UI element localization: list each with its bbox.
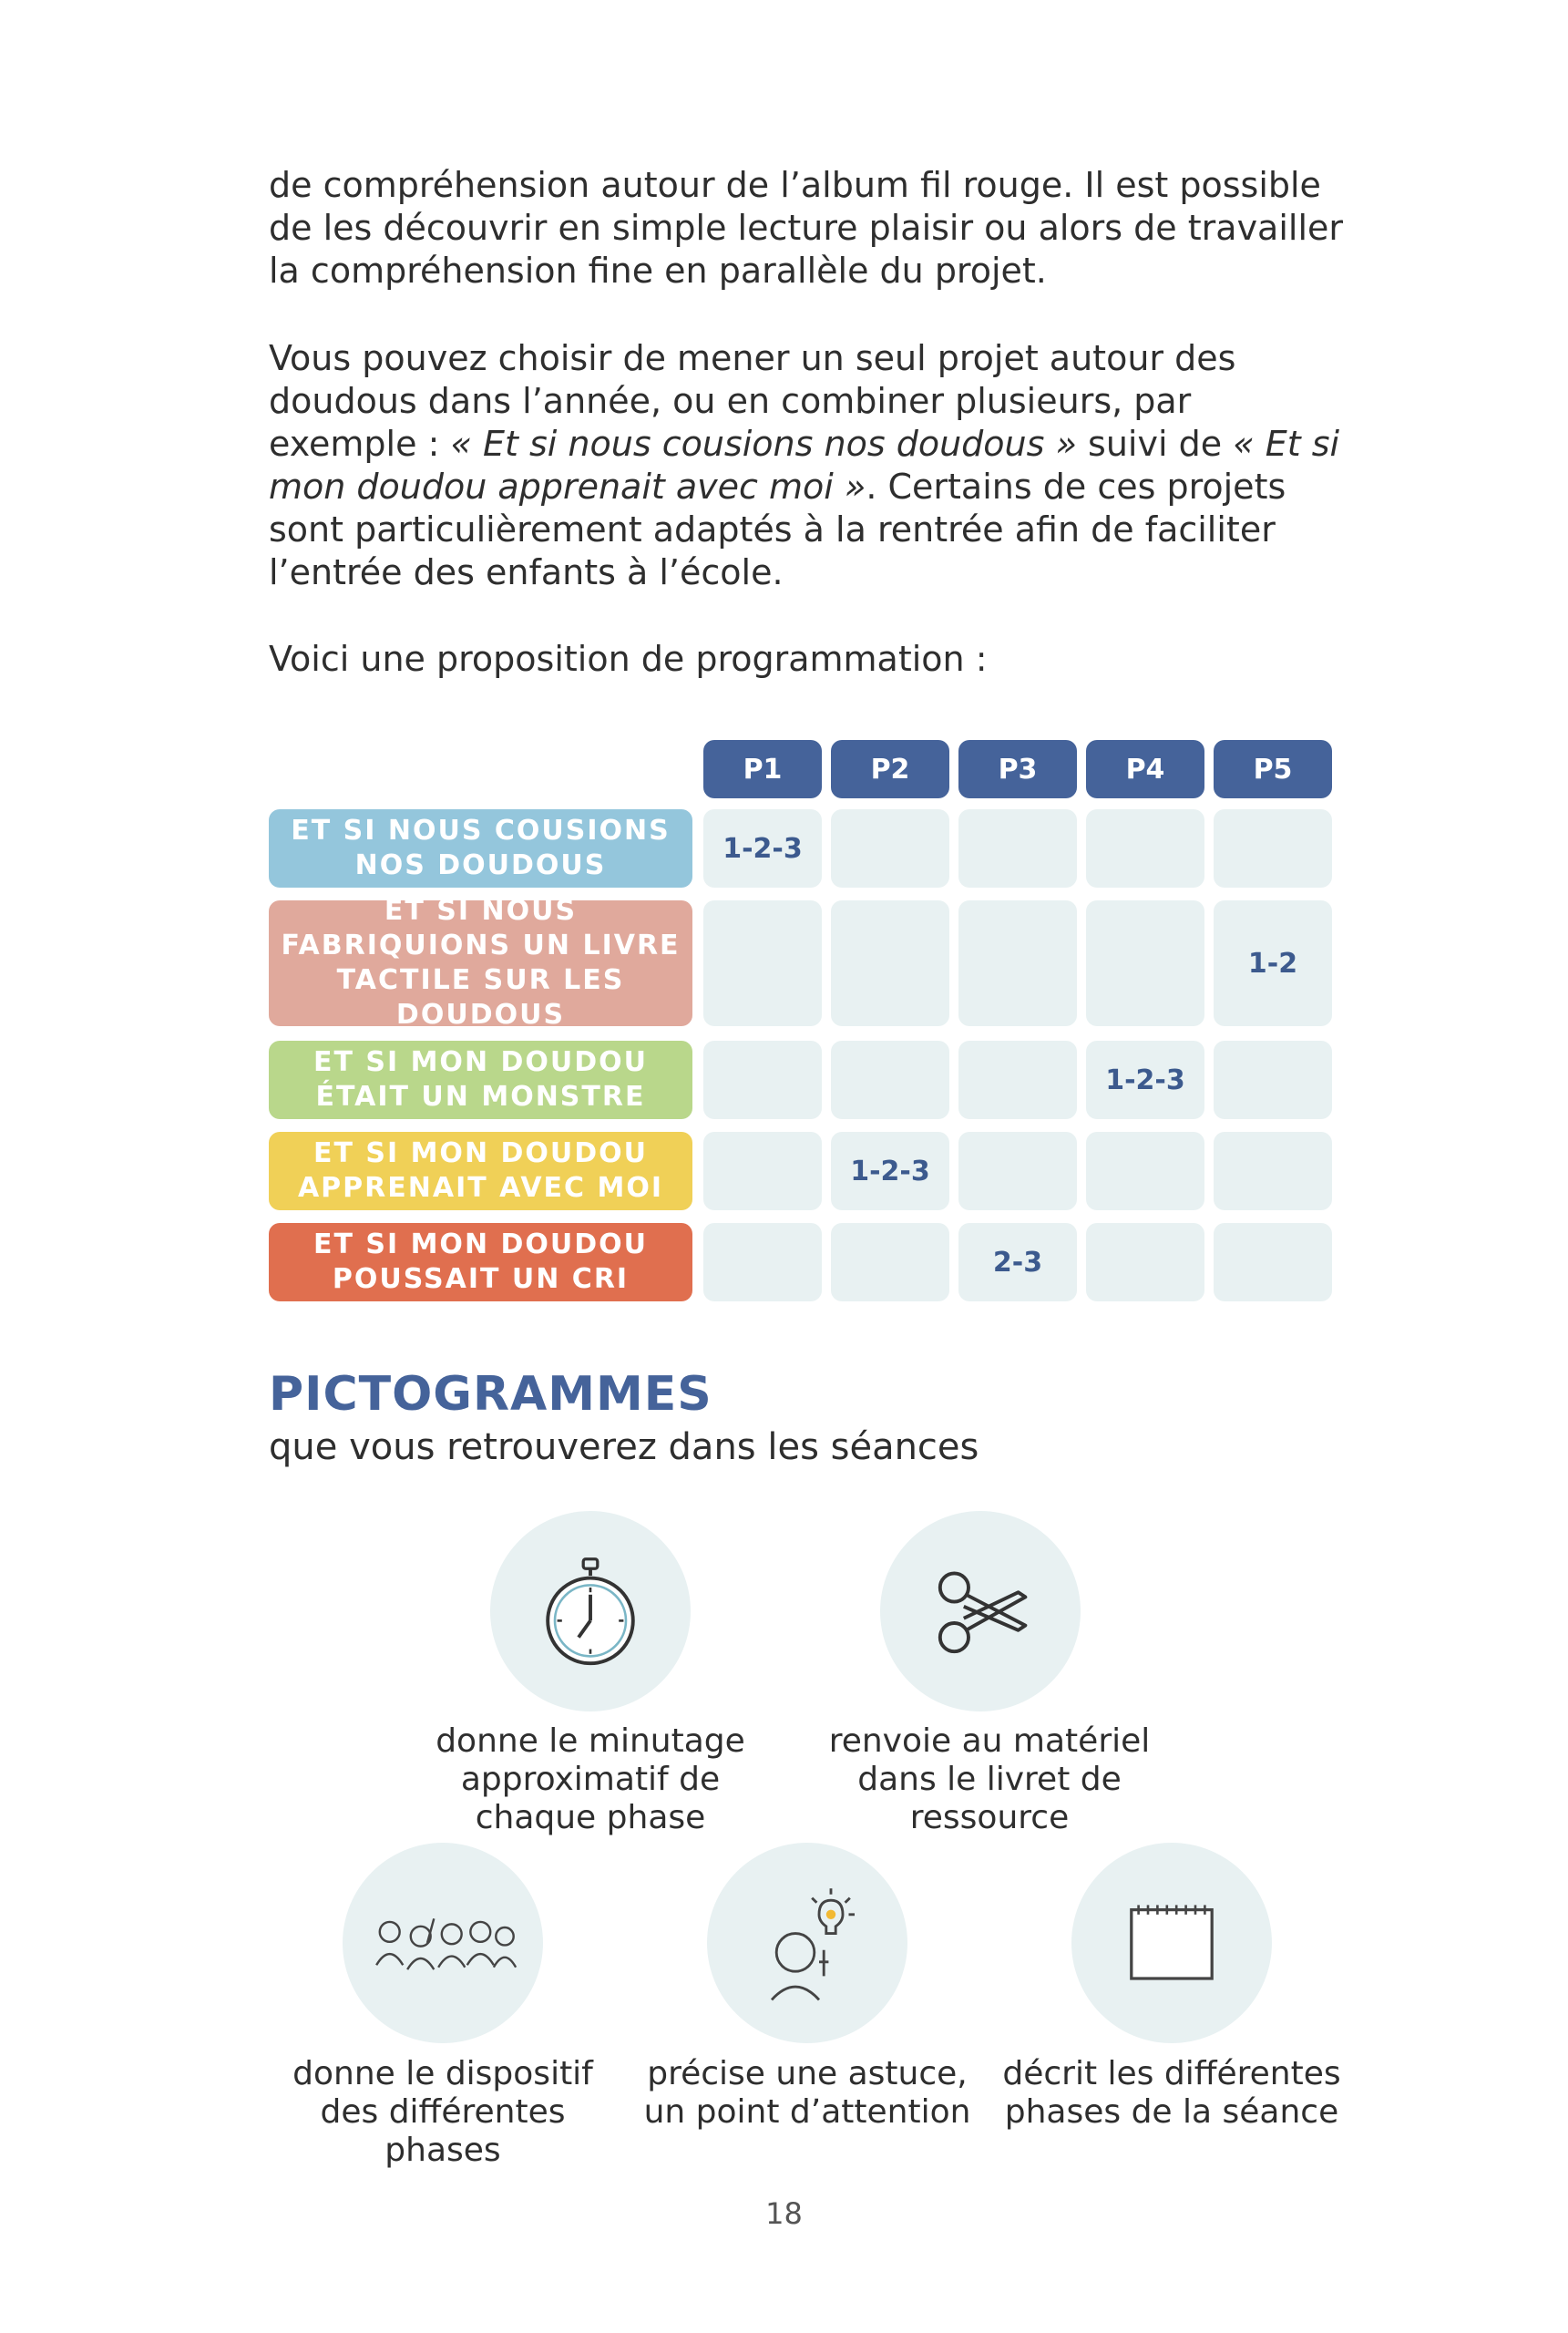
schedule-cell (958, 1041, 1077, 1119)
section-subtitle: que vous retrouverez dans les séances (269, 1426, 979, 1468)
picto-circle (343, 1843, 543, 2043)
schedule-cell (1214, 809, 1332, 888)
schedule-cell (1214, 1132, 1332, 1210)
schedule-cell (1086, 1132, 1204, 1210)
project-label: ET SI MON DOUDOU ÉTAIT UN MONSTRE (269, 1041, 692, 1119)
schedule-cell: 2-3 (958, 1223, 1077, 1301)
project-label: ET SI MON DOUDOU POUSSAIT UN CRI (269, 1223, 692, 1301)
schedule-cell (1214, 1223, 1332, 1301)
picto-caption: donne le dispositif des différentes phases (292, 2055, 593, 2169)
schedule-cell (703, 1041, 822, 1119)
picto-circle (880, 1511, 1081, 1711)
picto-circle (707, 1843, 907, 2043)
section-title: PICTOGRAMMES (269, 1367, 712, 1422)
intro-paragraph-3: Voici une proposition de programmation : (269, 639, 988, 679)
schedule-cell (831, 900, 949, 1026)
project-label: ET SI MON DOUDOU APPRENAIT AVEC MOI (269, 1132, 692, 1210)
schedule-cell (831, 1223, 949, 1301)
schedule-cell: 1-2 (1214, 900, 1332, 1026)
picto-caption: renvoie au matériel dans le livret de ressource (828, 1722, 1151, 1836)
page-number: 18 (765, 2196, 803, 2231)
schedule-cell (703, 1223, 822, 1301)
picto-circle (490, 1511, 691, 1711)
schedule-cell (703, 1132, 822, 1210)
schedule-cell (1214, 1041, 1332, 1119)
period-header: P2 (831, 740, 949, 798)
children-group-icon (365, 1884, 520, 2002)
schedule-cell (958, 809, 1077, 888)
project-label: ET SI NOUS COUSIONS NOS DOUDOUS (269, 809, 692, 888)
period-header: P3 (958, 740, 1077, 798)
notepad-icon (1112, 1884, 1231, 2002)
period-header: P1 (703, 740, 822, 798)
period-header: P5 (1214, 740, 1332, 798)
intro-paragraph-2: Vous pouvez choisir de mener un seul projet autour des doudous dans l’année, ou en combiner plusieurs, par exemple : « Et si nous cousions nos doudous » suivi de « Et si mon doudou apprenait avec moi ». Certains de ces projets sont particulièrement adaptés à la rentrée afin de faciliter l’entrée des enfants à l’école. (269, 338, 1340, 592)
scissors-icon (921, 1552, 1040, 1670)
intro-paragraph-1: de compréhension autour de l’album fil rouge. Il est possible de les découvrir en simple lecture plaisir ou alors de travailler la compréhension fine en parallèle du projet. (269, 165, 1344, 291)
schedule-cell (1086, 900, 1204, 1026)
period-header: P4 (1086, 740, 1204, 798)
schedule-cell (831, 809, 949, 888)
picto-caption: donne le minutage approximatif de chaque phase (436, 1722, 745, 1836)
lightbulb-idea-icon (748, 1884, 866, 2002)
picto-circle (1071, 1843, 1272, 2043)
picto-caption: décrit les différentes phases de la séance (1002, 2055, 1341, 2131)
schedule-cell (831, 1041, 949, 1119)
schedule-cell: 1-2-3 (703, 809, 822, 888)
schedule-cell (1086, 809, 1204, 888)
project-label: ET SI NOUS FABRIQUIONS UN LIVRE TACTILE SUR LES DOUDOUS (269, 900, 692, 1026)
stopwatch-icon (531, 1552, 650, 1670)
schedule-cell: 1-2-3 (1086, 1041, 1204, 1119)
schedule-cell (958, 1132, 1077, 1210)
schedule-cell: 1-2-3 (831, 1132, 949, 1210)
schedule-cell (703, 900, 822, 1026)
picto-caption: précise une astuce, un point d’attention (643, 2055, 971, 2131)
schedule-cell (1086, 1223, 1204, 1301)
schedule-cell (958, 900, 1077, 1026)
